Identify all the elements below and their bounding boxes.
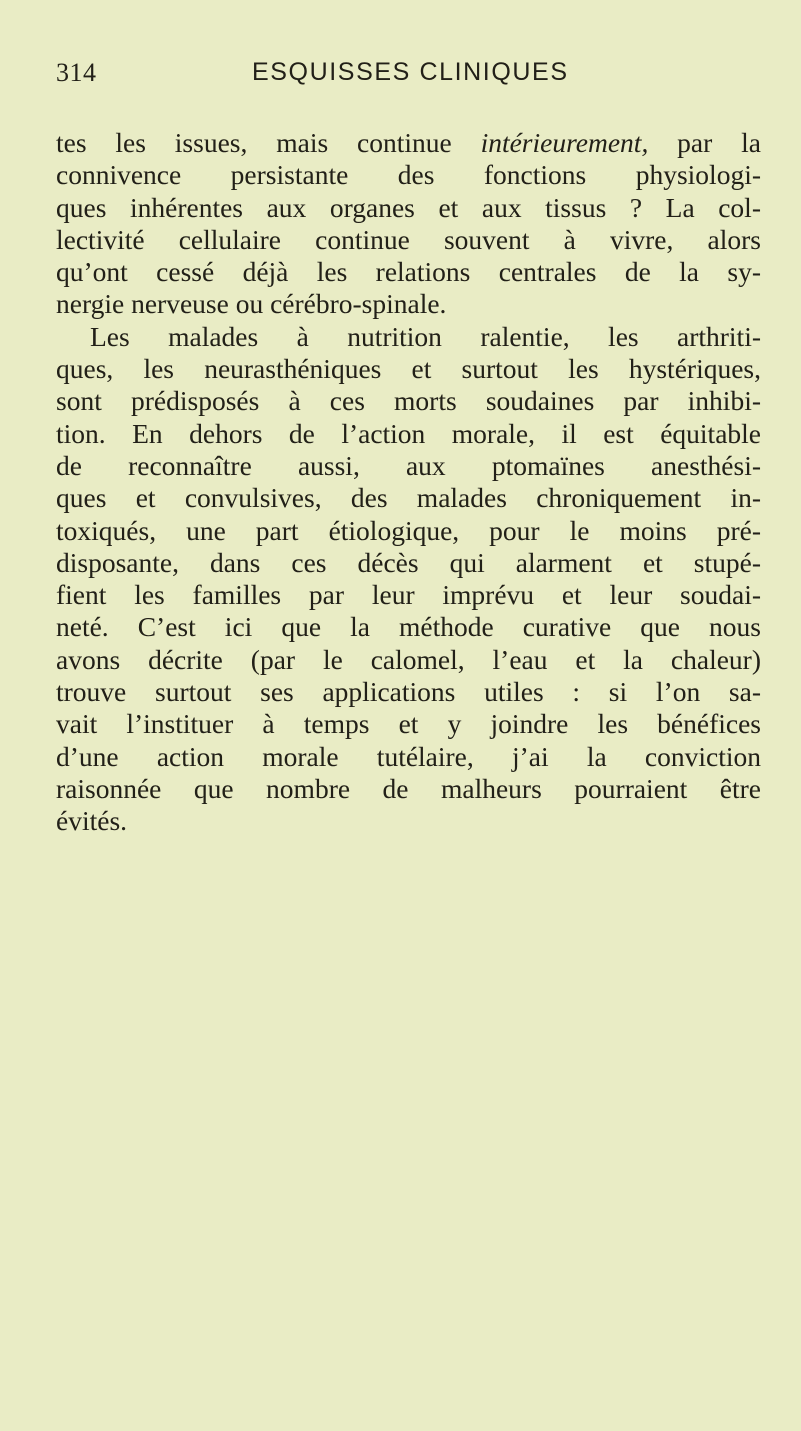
- text-line-3: ques inhérentes aux organes et aux tissus ? La col-: [56, 191, 761, 223]
- text-line-20: d’une action morale tutélaire, j’ai la conviction: [56, 740, 761, 772]
- text-line-22: évités.: [56, 805, 128, 837]
- text-line-16: neté. C’est ici que la méthode curative que nous: [56, 611, 761, 643]
- text-line-17: avons décrite (par le calomel, l’eau et la chaleur): [56, 643, 761, 675]
- text-line-18: trouve surtout ses applications utiles : si l’on sa-: [56, 676, 761, 708]
- text-line-4: lectivité cellulaire continue souvent à vivre, alors: [56, 223, 761, 255]
- text-line-15: fient les familles par leur imprévu et leur soudai-: [56, 579, 761, 611]
- text-line-13: toxiqués, une part étiologique, pour le moins pré-: [56, 514, 761, 546]
- page-number: 314: [56, 58, 97, 87]
- text-line-12: ques et convulsives, des malades chroniquement in-: [56, 482, 761, 514]
- text-line-2: connivence persistante des fonctions physiologi-: [56, 159, 761, 191]
- text-line-21: raisonnée que nombre de malheurs pourraient être: [56, 772, 761, 804]
- text-line-9: sont prédisposés à ces morts soudaines par inhibi-: [56, 385, 761, 417]
- text-line-14: disposante, dans ces décès qui alarment et stupé-: [56, 546, 761, 578]
- text-line-7: Les malades à nutrition ralentie, les arthriti-: [90, 320, 761, 352]
- text-line-6: nergie nerveuse ou cérébro-spinale.: [56, 288, 447, 320]
- body-text: [56, 127, 761, 838]
- emphasis-interieurement: intérieurement,: [480, 127, 649, 158]
- text-line-1: tes les issues, mais continue intérieurement, par la: [56, 127, 761, 158]
- text-line-10: tion. En dehors de l’action morale, il est équitable: [56, 417, 761, 449]
- text-line-11: de reconnaître aussi, aux ptomaïnes anesthési-: [56, 449, 761, 481]
- text-line-8: ques, les neurasthéniques et surtout les hystériques,: [56, 353, 761, 385]
- text-line-5: qu’ont cessé déjà les relations centrales de la sy-: [56, 256, 761, 288]
- running-title: ESQUISSES CLINIQUES: [252, 58, 569, 86]
- text-line-19: vait l’instituer à temps et y joindre les bénéfices: [56, 708, 761, 740]
- page-header: [56, 58, 756, 94]
